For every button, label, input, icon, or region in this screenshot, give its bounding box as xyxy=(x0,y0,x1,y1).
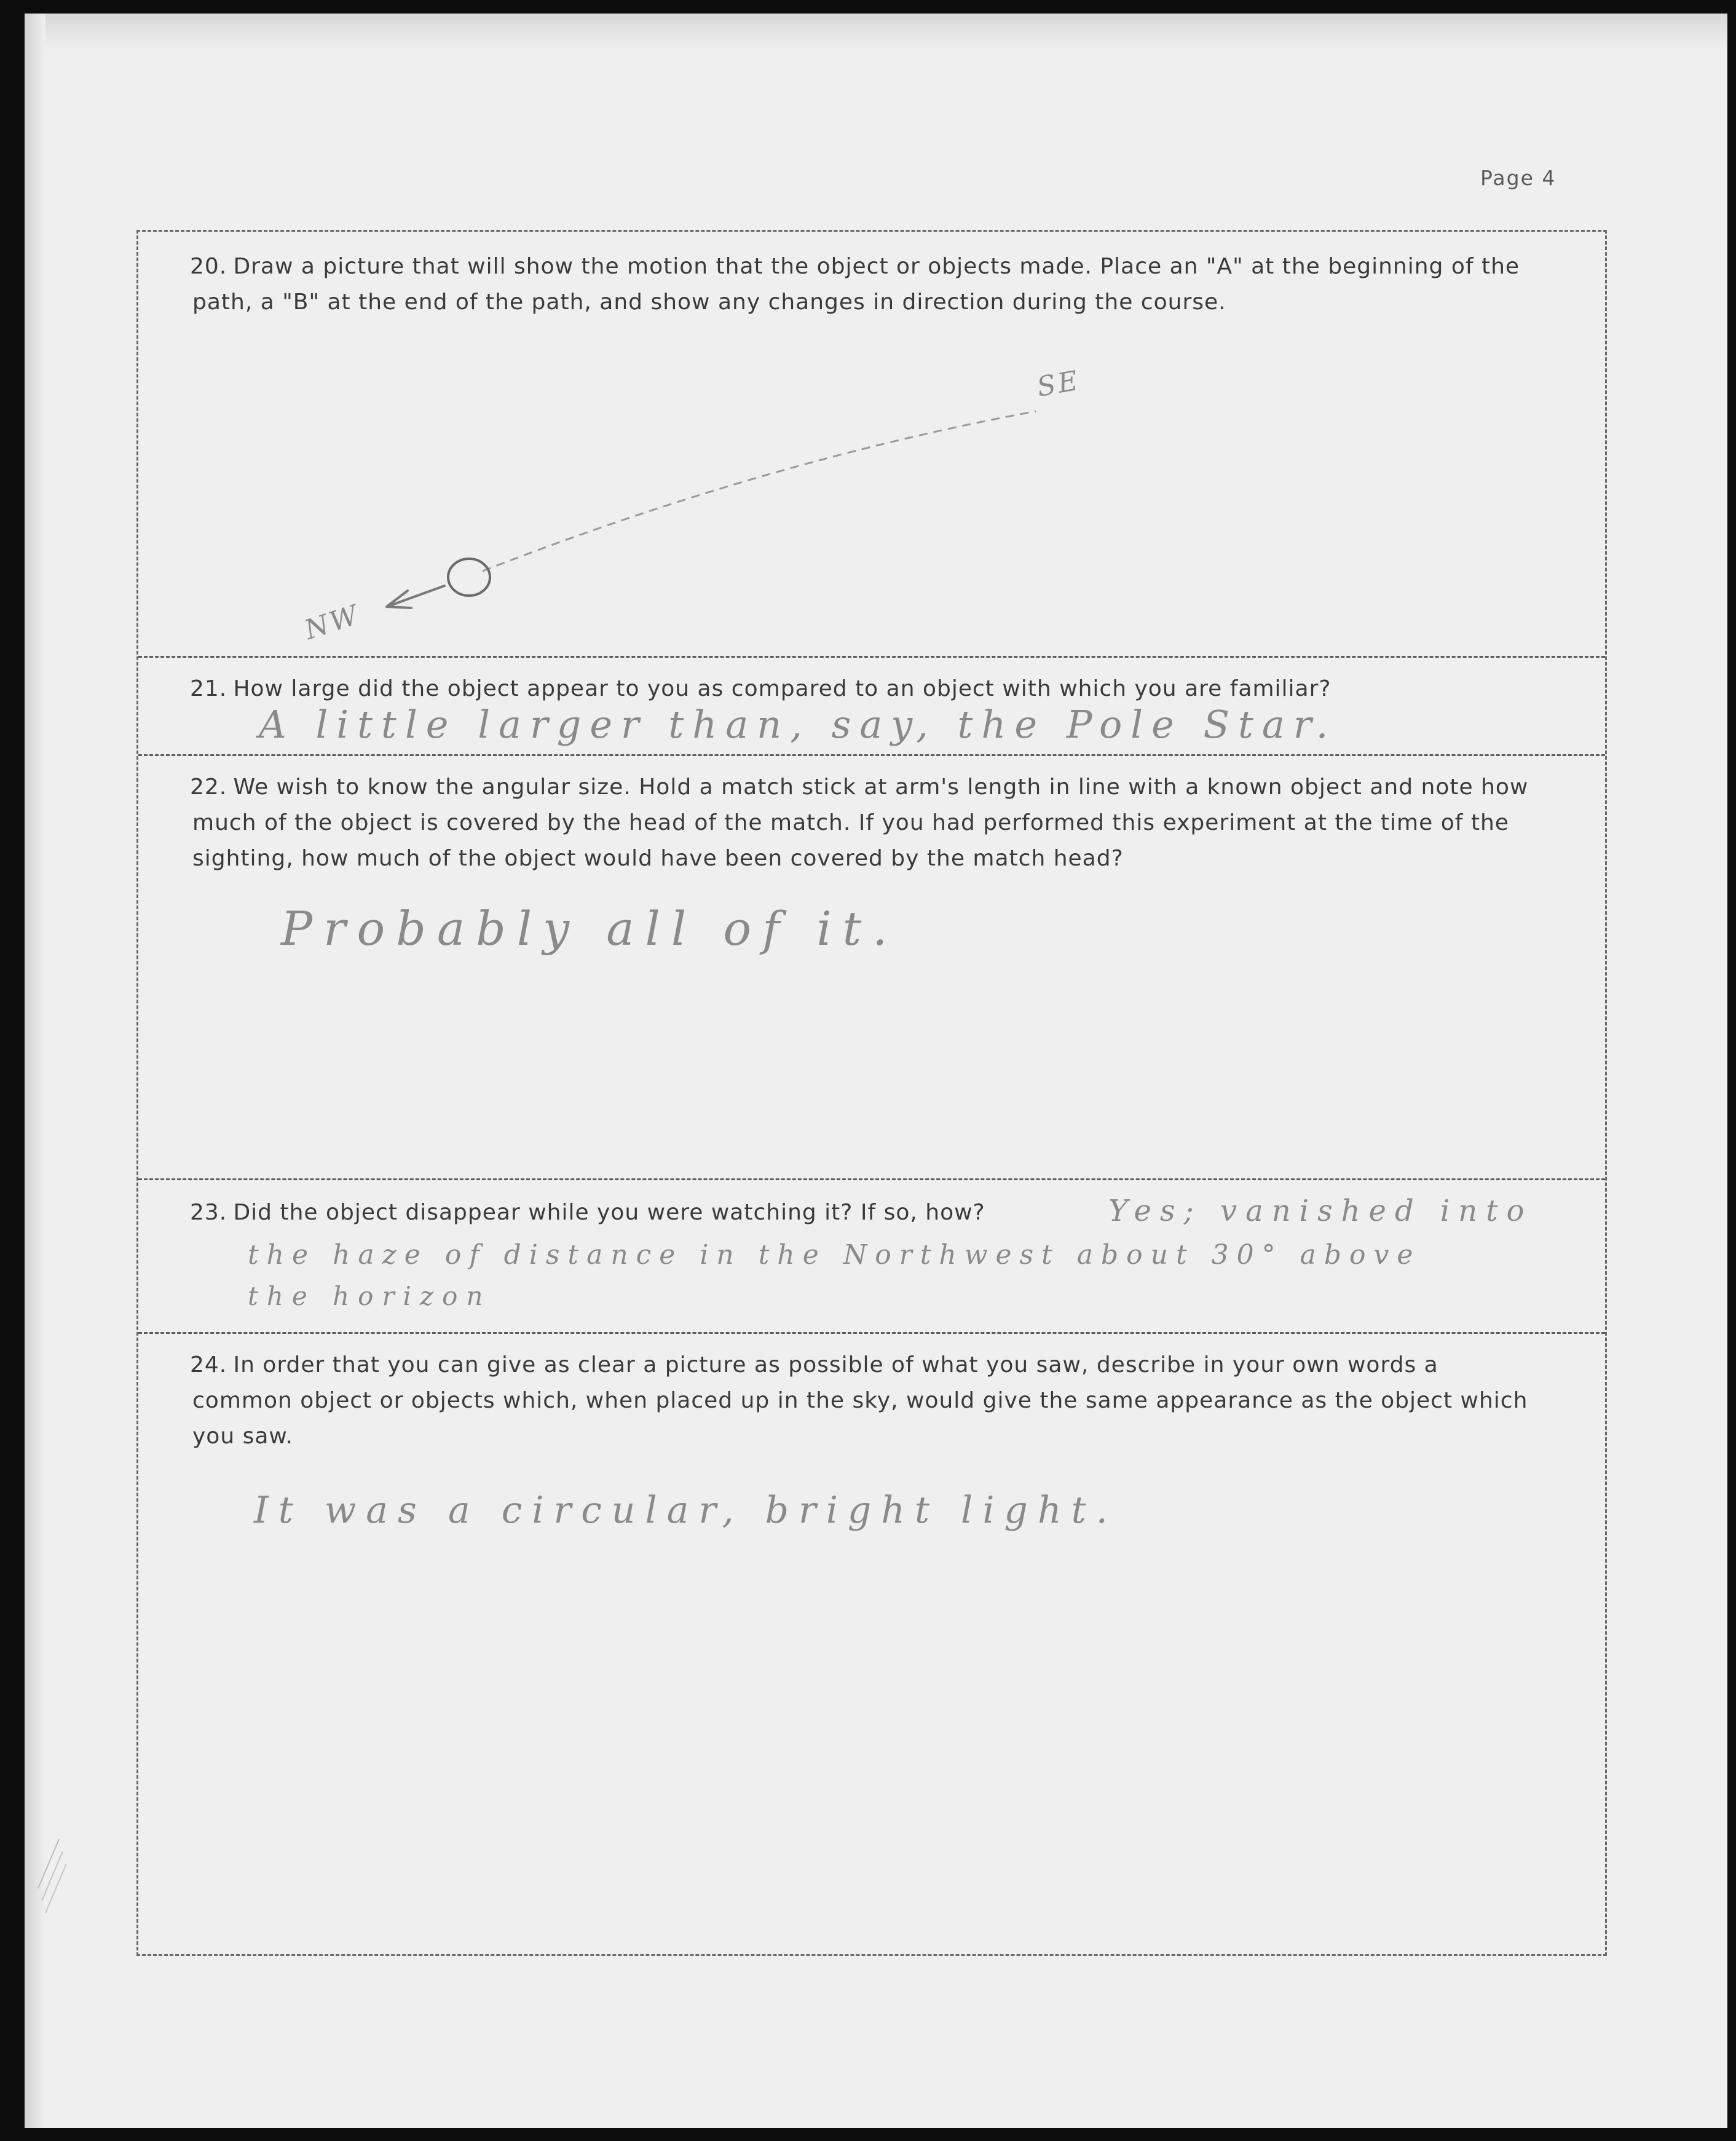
answer-23-line1: Yes; vanished into xyxy=(1108,1194,1533,1228)
questionnaire-form xyxy=(136,230,1607,1956)
question-20 xyxy=(138,232,1605,656)
answer-23-line2: the haze of distance in the Northwest about 30° above xyxy=(248,1239,1421,1271)
question-text: Draw a picture that will show the motion that the object or objects made. Place an "A" at the beginning of the path, a "B" at the end of the path, and show any changes in direction during the course. xyxy=(192,254,1520,315)
question-text: How large did the object appear to you as compared to an object with which you are familiar? xyxy=(233,676,1332,701)
question-23 xyxy=(138,1178,1605,1332)
page-number: Page 4 xyxy=(1480,166,1556,190)
question-number: 22. xyxy=(190,775,227,800)
question-number: 21. xyxy=(190,676,227,701)
fold-marks xyxy=(33,1815,70,1938)
question-number: 20. xyxy=(190,254,227,279)
form-page xyxy=(25,14,1727,2128)
path-end-label: NW xyxy=(301,599,365,646)
question-text: In order that you can give as clear a picture as possible of what you saw, describe in your own words a common object or objects which, when placed up in the sky, would give the same appearance as the object which you saw. xyxy=(192,1352,1528,1449)
question-number: 24. xyxy=(190,1352,227,1378)
answer-23-line3: the horizon xyxy=(248,1281,492,1311)
question-text: Did the object disappear while you were watching it? If so, how? xyxy=(233,1200,985,1225)
answer-21: A little larger than, say, the Pole Star. xyxy=(259,702,1337,747)
question-number: 23. xyxy=(190,1200,227,1225)
answer-24: It was a circular, bright light. xyxy=(254,1489,1118,1532)
question-24 xyxy=(138,1332,1605,1954)
question-21 xyxy=(138,656,1605,754)
question-22 xyxy=(138,754,1605,1178)
object-circle xyxy=(448,559,490,596)
direction-arrow xyxy=(387,586,444,608)
scan-shadow-left xyxy=(25,14,45,2128)
path-start-label: SE xyxy=(1035,365,1083,403)
question-text: We wish to know the angular size. Hold a match stick at arm's length in line with a known object and note how much of the object is covered by the head of the match. If you had performed this experiment at the time of the sighting, how much of the object would have been covered by the match head? xyxy=(192,775,1529,871)
scan-shadow-top xyxy=(25,14,1727,50)
dashed-path-line xyxy=(483,411,1036,571)
motion-path-sketch xyxy=(138,232,1605,656)
answer-22: Probably all of it. xyxy=(281,901,899,956)
